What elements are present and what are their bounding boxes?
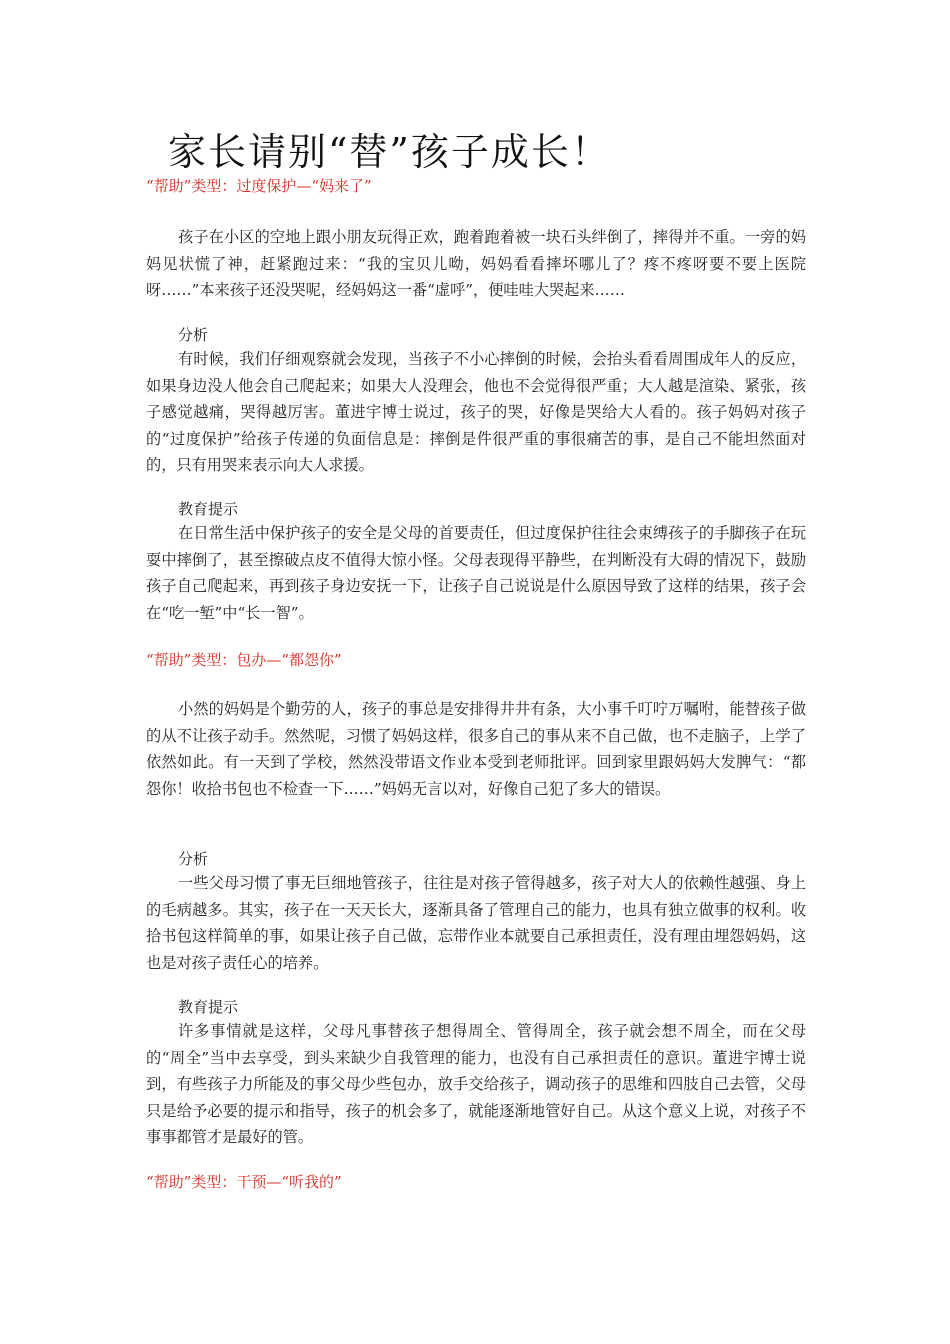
analysis-paragraph: 有时候，我们仔细观察就会发现，当孩子不小心摔倒的时候，会抬头看看周围成年人的反应，如果身边没人他会自己爬起来；如果大人没理会，他也不会觉得很严重；大人越是渲染、紧张，孩子感觉越痛，哭得越厉害。董进宇博士说过，孩子的哭，好像是哭给大人看的。孩子妈妈对孩子的“过度保护”给孩子传递的负面信息是：摔倒是件很严重的事很痛苦的事，是自己不能坦然面对的，只有用哭来表示向大人求援。 — [146, 350, 806, 474]
story-paragraph: 孩子在小区的空地上跟小朋友玩得正欢，跑着跑着被一块石头绊倒了，摔得并不重。一旁的妈妈见状慌了神，赶紧跑过来：“我的宝贝儿呦，妈妈看看摔坏哪儿了？疼不疼呀要不要上医院呀……”本来孩子还没哭呢，经妈妈这一番“虚呼”，便哇哇大哭起来…… — [146, 228, 806, 299]
section-heading-interference: “帮助”类型：干预—“听我的” — [146, 1173, 342, 1191]
tip-paragraph: 许多事情就是这样，父母凡事替孩子想得周全、管得周全，孩子就会想不周全，而在父母的“周全”当中去享受，到头来缺少自我管理的能力，也没有自己承担责任的意识。董进宇博士说到，有些孩子力所能及的事父母少些包办，放手交给孩子，调动孩子的思维和四肢自己去管，父母只是给予必要的提示和指导，孩子的机会多了，就能逐渐地管好自己。从这个意义上说，对孩子不事事都管才是最好的管。 — [146, 1022, 806, 1146]
section-heading-overdoing: “帮助”类型：包办—“都怨你” — [146, 651, 342, 669]
analysis-paragraph: 一些父母习惯了事无巨细地管孩子，往往是对孩子管得越多，孩子对大人的依赖性越强、身上的毛病越多。其实，孩子在一天天长大，逐渐具备了管理自己的能力，也具有独立做事的权利。收拾书包这样简单的事，如果让孩子自己做，忘带作业本就要自己承担责任，没有理由埋怨妈妈，这也是对孩子责任心的培养。 — [146, 874, 806, 972]
tip-label: 教育提示 — [178, 500, 239, 518]
tip-paragraph: 在日常生活中保护孩子的安全是父母的首要责任，但过度保护往往会束缚孩子的手脚孩子在玩耍中摔倒了，甚至擦破点皮不值得大惊小怪。父母表现得平静些，在判断没有大碍的情况下，鼓励孩子自己爬起来，再到孩子身边安抚一下，让孩子自己说说是什么原因导致了这样的结果，孩子会在“吃一堑”中“长一智”。 — [146, 524, 806, 622]
story-paragraph: 小然的妈妈是个勤劳的人，孩子的事总是安排得井井有条，大小事千叮咛万嘱咐，能替孩子做的从不让孩子动手。然然呢，习惯了妈妈这样，很多自己的事从来不自己做，也不走脑子，上学了依然如此。有一天到了学校，然然没带语文作业本受到老师批评。回到家里跟妈妈大发脾气：“都怨你！收拾书包也不检查一下……”妈妈无言以对，好像自己犯了多大的错误。 — [146, 700, 806, 798]
tip-label: 教育提示 — [178, 998, 239, 1016]
section-heading-overprotection: “帮助”类型：过度保护—“妈来了” — [146, 177, 372, 195]
page-title: 家长请别“替”孩子成长！ — [168, 130, 611, 174]
analysis-label: 分析 — [178, 850, 209, 868]
analysis-label: 分析 — [178, 326, 209, 344]
